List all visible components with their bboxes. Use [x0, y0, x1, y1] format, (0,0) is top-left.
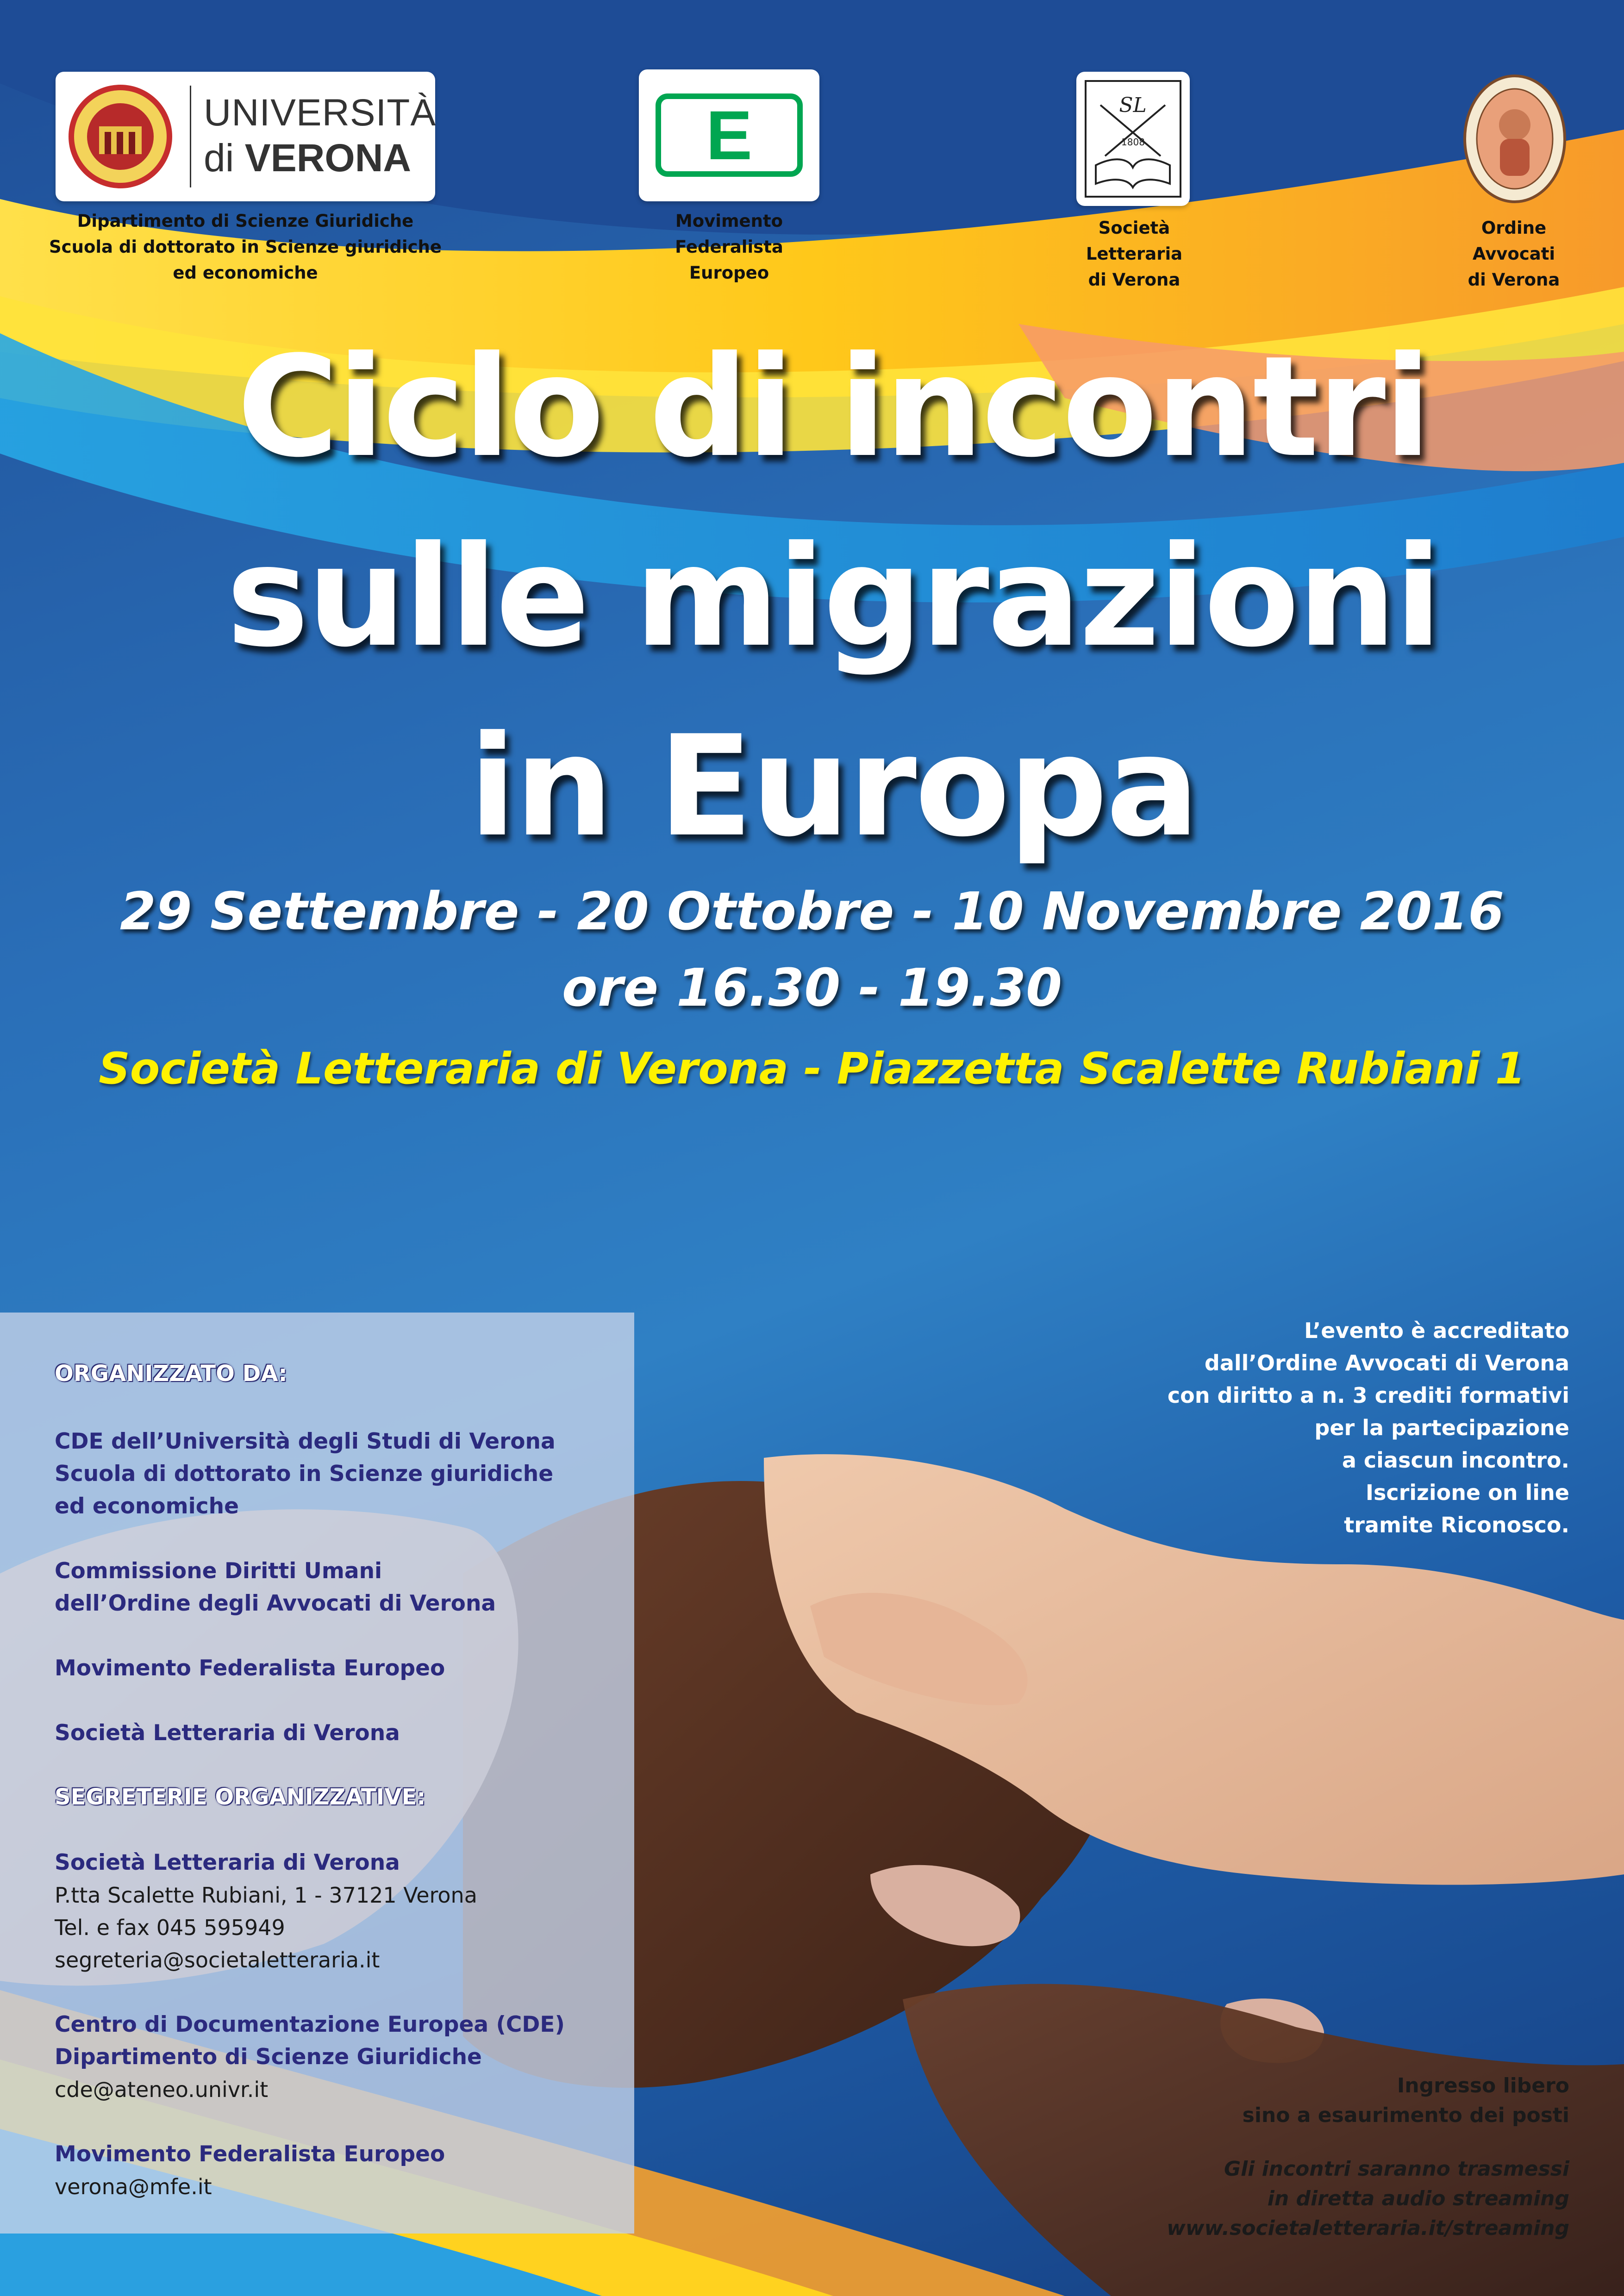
organizer-item: [55, 1717, 400, 1749]
accreditation-line: Iscrizione on line: [1365, 1480, 1569, 1505]
mfe-caption-line: Federalista: [675, 237, 783, 257]
organizer-item: [55, 1555, 496, 1620]
organizer-item: [55, 1652, 445, 1685]
title-line-2: sulle migrazioni: [226, 516, 1441, 678]
secretariats-heading: SEGRETERIE ORGANIZZATIVE:: [55, 1784, 426, 1810]
entrance-note: [1060, 2071, 1569, 2130]
societa-caption: [1042, 215, 1227, 293]
univr-name-line1: UNIVERSITÀ: [204, 92, 437, 134]
univr-caption-line: ed economiche: [173, 263, 318, 283]
entrance-line: sino a esaurimento dei posti: [1242, 2103, 1569, 2127]
accreditation-line: L’evento è accreditato: [1304, 1318, 1569, 1343]
mfe-logo: [639, 69, 819, 201]
accreditation-note: [1060, 1314, 1569, 1541]
univr-divider: [190, 86, 191, 187]
title-line-3: in Europa: [468, 706, 1198, 867]
univr-name-line2: [204, 136, 411, 180]
ordine-caption-line: Avvocati: [1472, 244, 1555, 264]
streaming-note: [1060, 2154, 1569, 2243]
univr-seal-icon: [66, 82, 175, 191]
univr-caption: [46, 208, 444, 286]
accreditation-line: con diritto a n. 3 crediti formativi: [1167, 1383, 1569, 1408]
societa-year: 1808: [1121, 137, 1145, 148]
mfe-letter: E: [706, 96, 753, 174]
organizer-line: Commissione Diritti Umani: [55, 1558, 382, 1584]
streaming-line: in diretta audio streaming: [1267, 2187, 1569, 2210]
secretariat-email[interactable]: segreteria@societaletteraria.it: [55, 1948, 380, 1972]
entrance-line: Ingresso libero: [1397, 2074, 1569, 2097]
secretariat-address: P.tta Scalette Rubiani, 1 - 37121 Verona: [55, 1883, 477, 1908]
secretariat-name: Società Letteraria di Verona: [55, 1850, 400, 1875]
societa-letteraria-logo: [1076, 72, 1190, 206]
organizer-line: dell’Ordine degli Avvocati di Verona: [55, 1591, 496, 1616]
event-hours: ore 16.30 - 19.30: [562, 958, 1062, 1018]
ordine-caption-line: Ordine: [1481, 218, 1547, 238]
event-venue: Società Letteraria di Verona - Piazzetta Scalette Rubiani 1: [99, 1044, 1525, 1094]
univr-name-prefix: di: [204, 136, 245, 180]
societa-caption-line: di Verona: [1088, 270, 1181, 290]
accreditation-line: dall’Ordine Avvocati di Verona: [1204, 1350, 1569, 1375]
secretariat-details: [55, 2171, 212, 2203]
secretariat-name: Movimento Federalista Europeo: [55, 2141, 445, 2167]
univr-logo: [56, 72, 435, 201]
secretariat-name-line: Centro di Documentazione Europea (CDE): [55, 2012, 565, 2037]
accreditation-line: per la partecipazione: [1314, 1415, 1569, 1440]
societa-caption-line: Società: [1098, 218, 1170, 238]
secretariat-email[interactable]: verona@mfe.it: [55, 2174, 212, 2199]
streaming-url[interactable]: www.societaletteraria.it/streaming: [1167, 2216, 1569, 2240]
secretariat-name: [55, 2009, 565, 2073]
univr-caption-line: Scuola di dottorato in Scienze giuridiche: [49, 237, 442, 257]
organizers-heading: ORGANIZZATO DA:: [55, 1361, 287, 1387]
accreditation-line: a ciascun incontro.: [1342, 1448, 1569, 1473]
mfe-caption-line: Europeo: [689, 263, 769, 283]
ordine-caption-line: di Verona: [1468, 270, 1560, 290]
event-dates: 29 Settembre - 20 Ottobre - 10 Novembre 2016: [119, 882, 1505, 942]
mfe-caption-line: Movimento: [675, 211, 783, 231]
ordine-caption: [1421, 215, 1606, 293]
univr-name-bold: VERONA: [244, 136, 412, 180]
organizer-line: Movimento Federalista Europeo: [55, 1655, 445, 1681]
title-line-1: Ciclo di incontri: [237, 326, 1430, 488]
organizer-line: CDE dell’Università degli Studi di Verona: [55, 1429, 556, 1454]
ordine-avvocati-seal-icon: [1463, 74, 1567, 204]
societa-caption-line: Letteraria: [1086, 244, 1183, 264]
secretariat-name-line: Dipartimento di Scienze Giuridiche: [55, 2044, 482, 2070]
mfe-caption: [618, 208, 840, 286]
organizer-line: Scuola di dottorato in Scienze giuridiche: [55, 1461, 554, 1487]
secretariat-phone: Tel. e fax 045 595949: [55, 1915, 285, 1940]
secretariat-email[interactable]: cde@ateneo.univr.it: [55, 2077, 269, 2102]
streaming-line: Gli incontri saranno trasmessi: [1224, 2157, 1569, 2181]
organizer-line: Società Letteraria di Verona: [55, 1720, 400, 1746]
organizer-line: ed economiche: [55, 1493, 239, 1519]
svg-text:SL: SL: [1119, 93, 1147, 117]
univr-caption-line: Dipartimento di Scienze Giuridiche: [77, 211, 414, 231]
secretariat-details: [55, 1879, 477, 1976]
accreditation-line: tramite Riconosco.: [1344, 1512, 1569, 1537]
secretariat-details: [55, 2073, 268, 2106]
organizer-item: [55, 1425, 556, 1523]
